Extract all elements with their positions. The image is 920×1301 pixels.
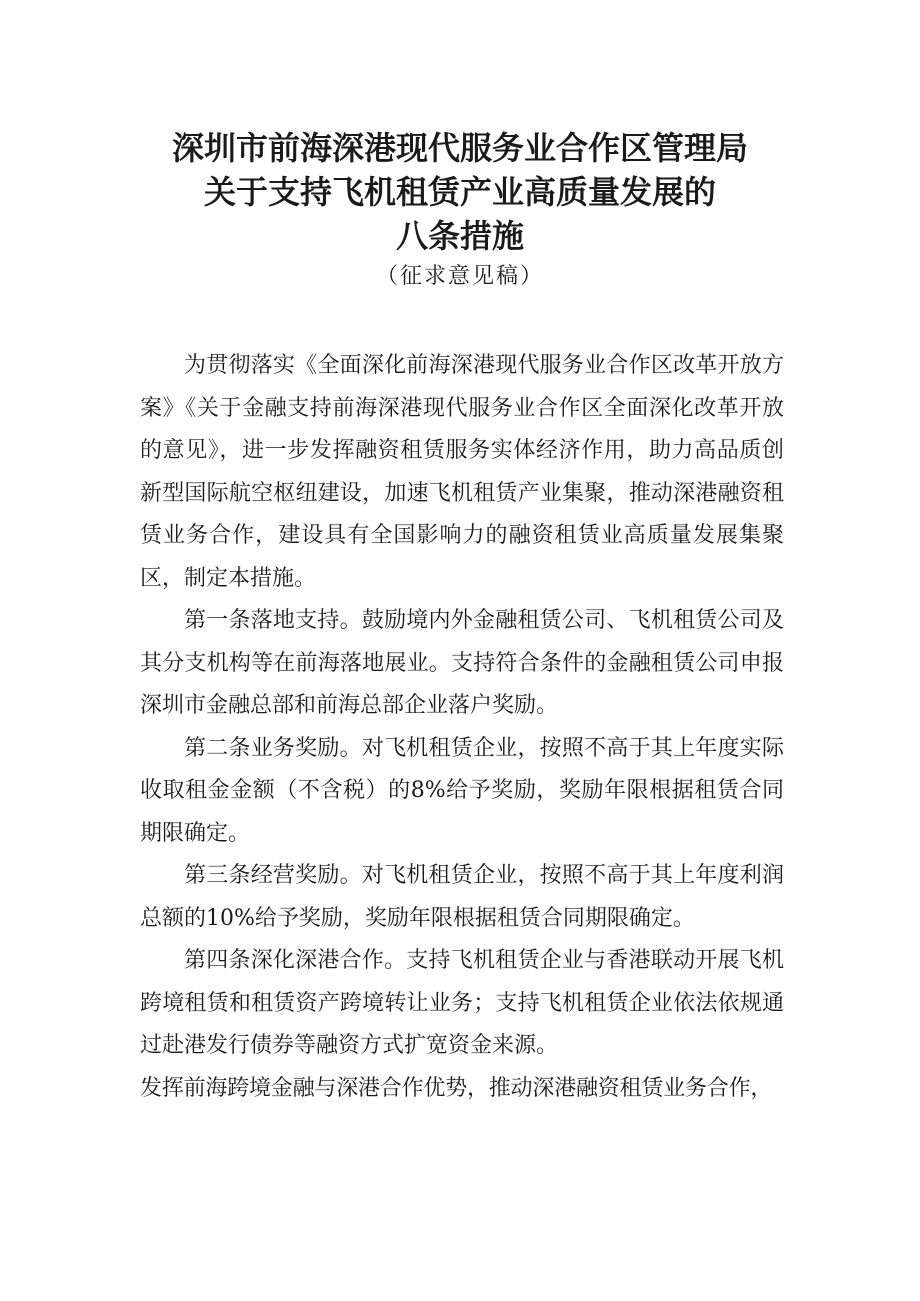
title-line-2: 关于支持飞机租赁产业高质量发展的 [203, 173, 716, 211]
paragraph-article-3: 第三条经营奖励。对飞机租赁企业，按照不高于其上年度利润总额的10%给予奖励，奖励年限根据租赁合同期限确定。 [140, 863, 784, 931]
document-title [0, 126, 920, 258]
paragraph-article-2: 第二条业务奖励。对飞机租赁企业，按照不高于其上年度实际收取租金金额（不含税）的8%给予奖励，奖励年限根据租赁合同期限确定。 [140, 735, 784, 846]
title-line-1: 深圳市前海深港现代服务业合作区管理局 [171, 129, 748, 167]
document-subtitle: （征求意见稿） [375, 264, 544, 289]
title-line-3: 八条措施 [395, 217, 524, 255]
paragraph-preamble: 为贯彻落实《全面深化前海深港现代服务业合作区改革开放方案》《关于金融支持前海深港现代服务业合作区全面深化改革开放的意见》，进一步发挥融资租赁服务实体经济作用，助力高品质创新型国际航空枢纽建设，加速飞机租赁产业集聚，推动深港融资租赁业务合作，建设具有全国影响力的融资租赁业高质量发展集聚区，制定本措施。 [140, 353, 784, 591]
paragraph-article-1: 第一条落地支持。鼓励境内外金融租赁公司、飞机租赁公司及其分支机构等在前海落地展业。支持符合条件的金融租赁公司申报深圳市金融总部和前海总部企业落户奖励。 [140, 608, 784, 718]
paragraph-article-4: 第四条深化深港合作。支持飞机租赁企业与香港联动开展飞机跨境租赁和租赁资产跨境转让业务；支持飞机租赁企业依法依规通过赴港发行债券等融资方式扩宽资金来源。 [140, 948, 784, 1058]
document-body [140, 345, 784, 1110]
paragraph-continuation: 发挥前海跨境金融与深港合作优势，推动深港融资租赁业务合作， [140, 1075, 773, 1101]
